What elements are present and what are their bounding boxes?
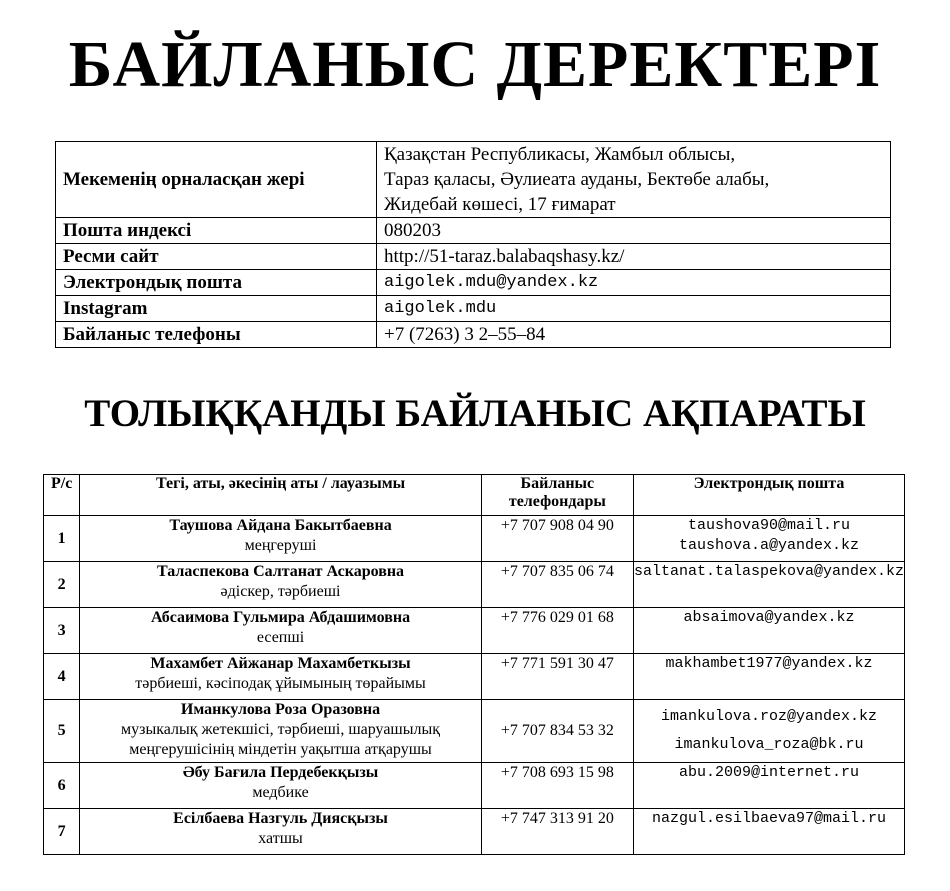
- staff-name: Есілбаева Назгуль Диясқызы: [173, 810, 388, 827]
- location-value: [377, 142, 891, 218]
- row-num: 1: [44, 516, 80, 562]
- staff-email[interactable]: absaimova@yandex.kz: [683, 609, 855, 626]
- table-row: [56, 296, 891, 322]
- staff-email-cell: [633, 608, 904, 654]
- table-row: [56, 142, 891, 218]
- table-row: [56, 270, 891, 296]
- staff-email-cell: [633, 562, 904, 608]
- staff-email[interactable]: taushova90@mail.ru: [687, 517, 850, 534]
- staff-email[interactable]: saltanat.talaspekova@yandex.kz: [633, 563, 904, 580]
- table-header-row: [44, 475, 905, 516]
- row-num: 4: [44, 654, 80, 700]
- header-phone: Байланыс телефондары: [481, 475, 633, 516]
- staff-role: музыкалық жетекшісі, тәрбиеші, шаруашылық: [121, 721, 440, 738]
- staff-email[interactable]: taushova.a@yandex.kz: [678, 537, 859, 554]
- staff-name-cell: [80, 763, 481, 809]
- staff-name-cell: [80, 562, 481, 608]
- location-line: Жидебай көшесі, 17 ғимарат: [384, 194, 616, 215]
- table-row: [44, 608, 905, 654]
- phone-value: +7 (7263) 3 2–55–84: [377, 322, 891, 348]
- header-email: Электрондық пошта: [633, 475, 904, 516]
- staff-name: Таушова Айдана Бакытбаевна: [169, 517, 392, 534]
- staff-role: меңгеруші: [244, 537, 317, 554]
- staff-phone: +7 776 029 01 68: [481, 608, 633, 654]
- site-label: Ресми сайт: [56, 244, 377, 270]
- staff-role: меңгерушісінің міндетін уақытша атқарушы: [129, 741, 432, 758]
- staff-role: есепші: [256, 629, 305, 646]
- location-line: Қазақстан Республикасы, Жамбыл облысы,: [384, 144, 736, 165]
- table-row: [44, 763, 905, 809]
- staff-email-cell: [633, 516, 904, 562]
- row-num: 6: [44, 763, 80, 809]
- location-line: Тараз қаласы, Әулиеата ауданы, Бектөбе алабы,: [384, 169, 770, 190]
- staff-email[interactable]: imankulova_roza@bk.ru: [674, 736, 864, 753]
- staff-phone: +7 707 834 53 32: [481, 700, 633, 763]
- location-label: Мекеменің орналасқан жері: [56, 142, 377, 218]
- staff-name: Таласпекова Салтанат Аскаровна: [157, 563, 405, 580]
- staff-email[interactable]: abu.2009@internet.ru: [678, 764, 859, 781]
- staff-table: [43, 474, 905, 855]
- row-num: 3: [44, 608, 80, 654]
- staff-name: Абсаимова Гульмира Абдашимовна: [150, 609, 411, 626]
- table-row: [44, 654, 905, 700]
- postal-value: 080203: [377, 218, 891, 244]
- instagram-label: Instagram: [56, 296, 377, 322]
- site-link[interactable]: http://51-taraz.balabaqshasy.kz/: [377, 244, 891, 270]
- phone-label: Байланыс телефоны: [56, 322, 377, 348]
- header-num: Р/с: [44, 475, 80, 516]
- staff-email-cell: [633, 700, 904, 763]
- table-row: [56, 322, 891, 348]
- table-row: [44, 516, 905, 562]
- table-row: [44, 562, 905, 608]
- page-title: БАЙЛАНЫС ДЕРЕКТЕРІ: [68, 28, 882, 101]
- header-name: Тегі, аты, әкесінің аты / лауазымы: [80, 475, 481, 516]
- staff-phone: +7 771 591 30 47: [481, 654, 633, 700]
- table-row: [56, 218, 891, 244]
- staff-role: әдіскер, тәрбиеші: [220, 583, 341, 600]
- staff-name: Иманкулова Роза Оразовна: [180, 701, 381, 718]
- staff-email[interactable]: makhambet1977@yandex.kz: [665, 655, 873, 672]
- staff-role: хатшы: [258, 830, 303, 847]
- staff-email-cell: [633, 654, 904, 700]
- staff-phone: +7 707 835 06 74: [481, 562, 633, 608]
- staff-name-cell: [80, 608, 481, 654]
- table-row: [44, 809, 905, 855]
- staff-phone: +7 747 313 91 20: [481, 809, 633, 855]
- table-row: [44, 700, 905, 763]
- staff-phone: +7 708 693 15 98: [481, 763, 633, 809]
- staff-role: тәрбиеші, кәсіподақ ұйымының төрайымы: [135, 675, 426, 692]
- email-link[interactable]: aigolek.mdu@yandex.kz: [377, 270, 891, 296]
- staff-name: Әбу Бағила Пердебекқызы: [182, 764, 379, 781]
- section-title: ТОЛЫҚҚАНДЫ БАЙЛАНЫС АҚПАРАТЫ: [84, 392, 866, 435]
- staff-name-cell: [80, 809, 481, 855]
- staff-email-cell: [633, 763, 904, 809]
- table-row: [56, 244, 891, 270]
- staff-role: медбике: [252, 784, 309, 801]
- instagram-link[interactable]: aigolek.mdu: [377, 296, 891, 322]
- staff-email[interactable]: nazgul.esilbaeva97@mail.ru: [651, 810, 886, 827]
- postal-label: Пошта индексі: [56, 218, 377, 244]
- staff-name-cell: [80, 516, 481, 562]
- row-num: 2: [44, 562, 80, 608]
- staff-email-cell: [633, 809, 904, 855]
- email-label: Электрондық пошта: [56, 270, 377, 296]
- staff-name-cell: [80, 654, 481, 700]
- staff-name: Махамбет Айжанар Махамбеткызы: [150, 655, 411, 672]
- contact-table: [55, 141, 891, 348]
- staff-phone: +7 707 908 04 90: [481, 516, 633, 562]
- row-num: 5: [44, 700, 80, 763]
- row-num: 7: [44, 809, 80, 855]
- staff-name-cell: [80, 700, 481, 763]
- staff-email[interactable]: imankulova.roz@yandex.kz: [660, 708, 877, 725]
